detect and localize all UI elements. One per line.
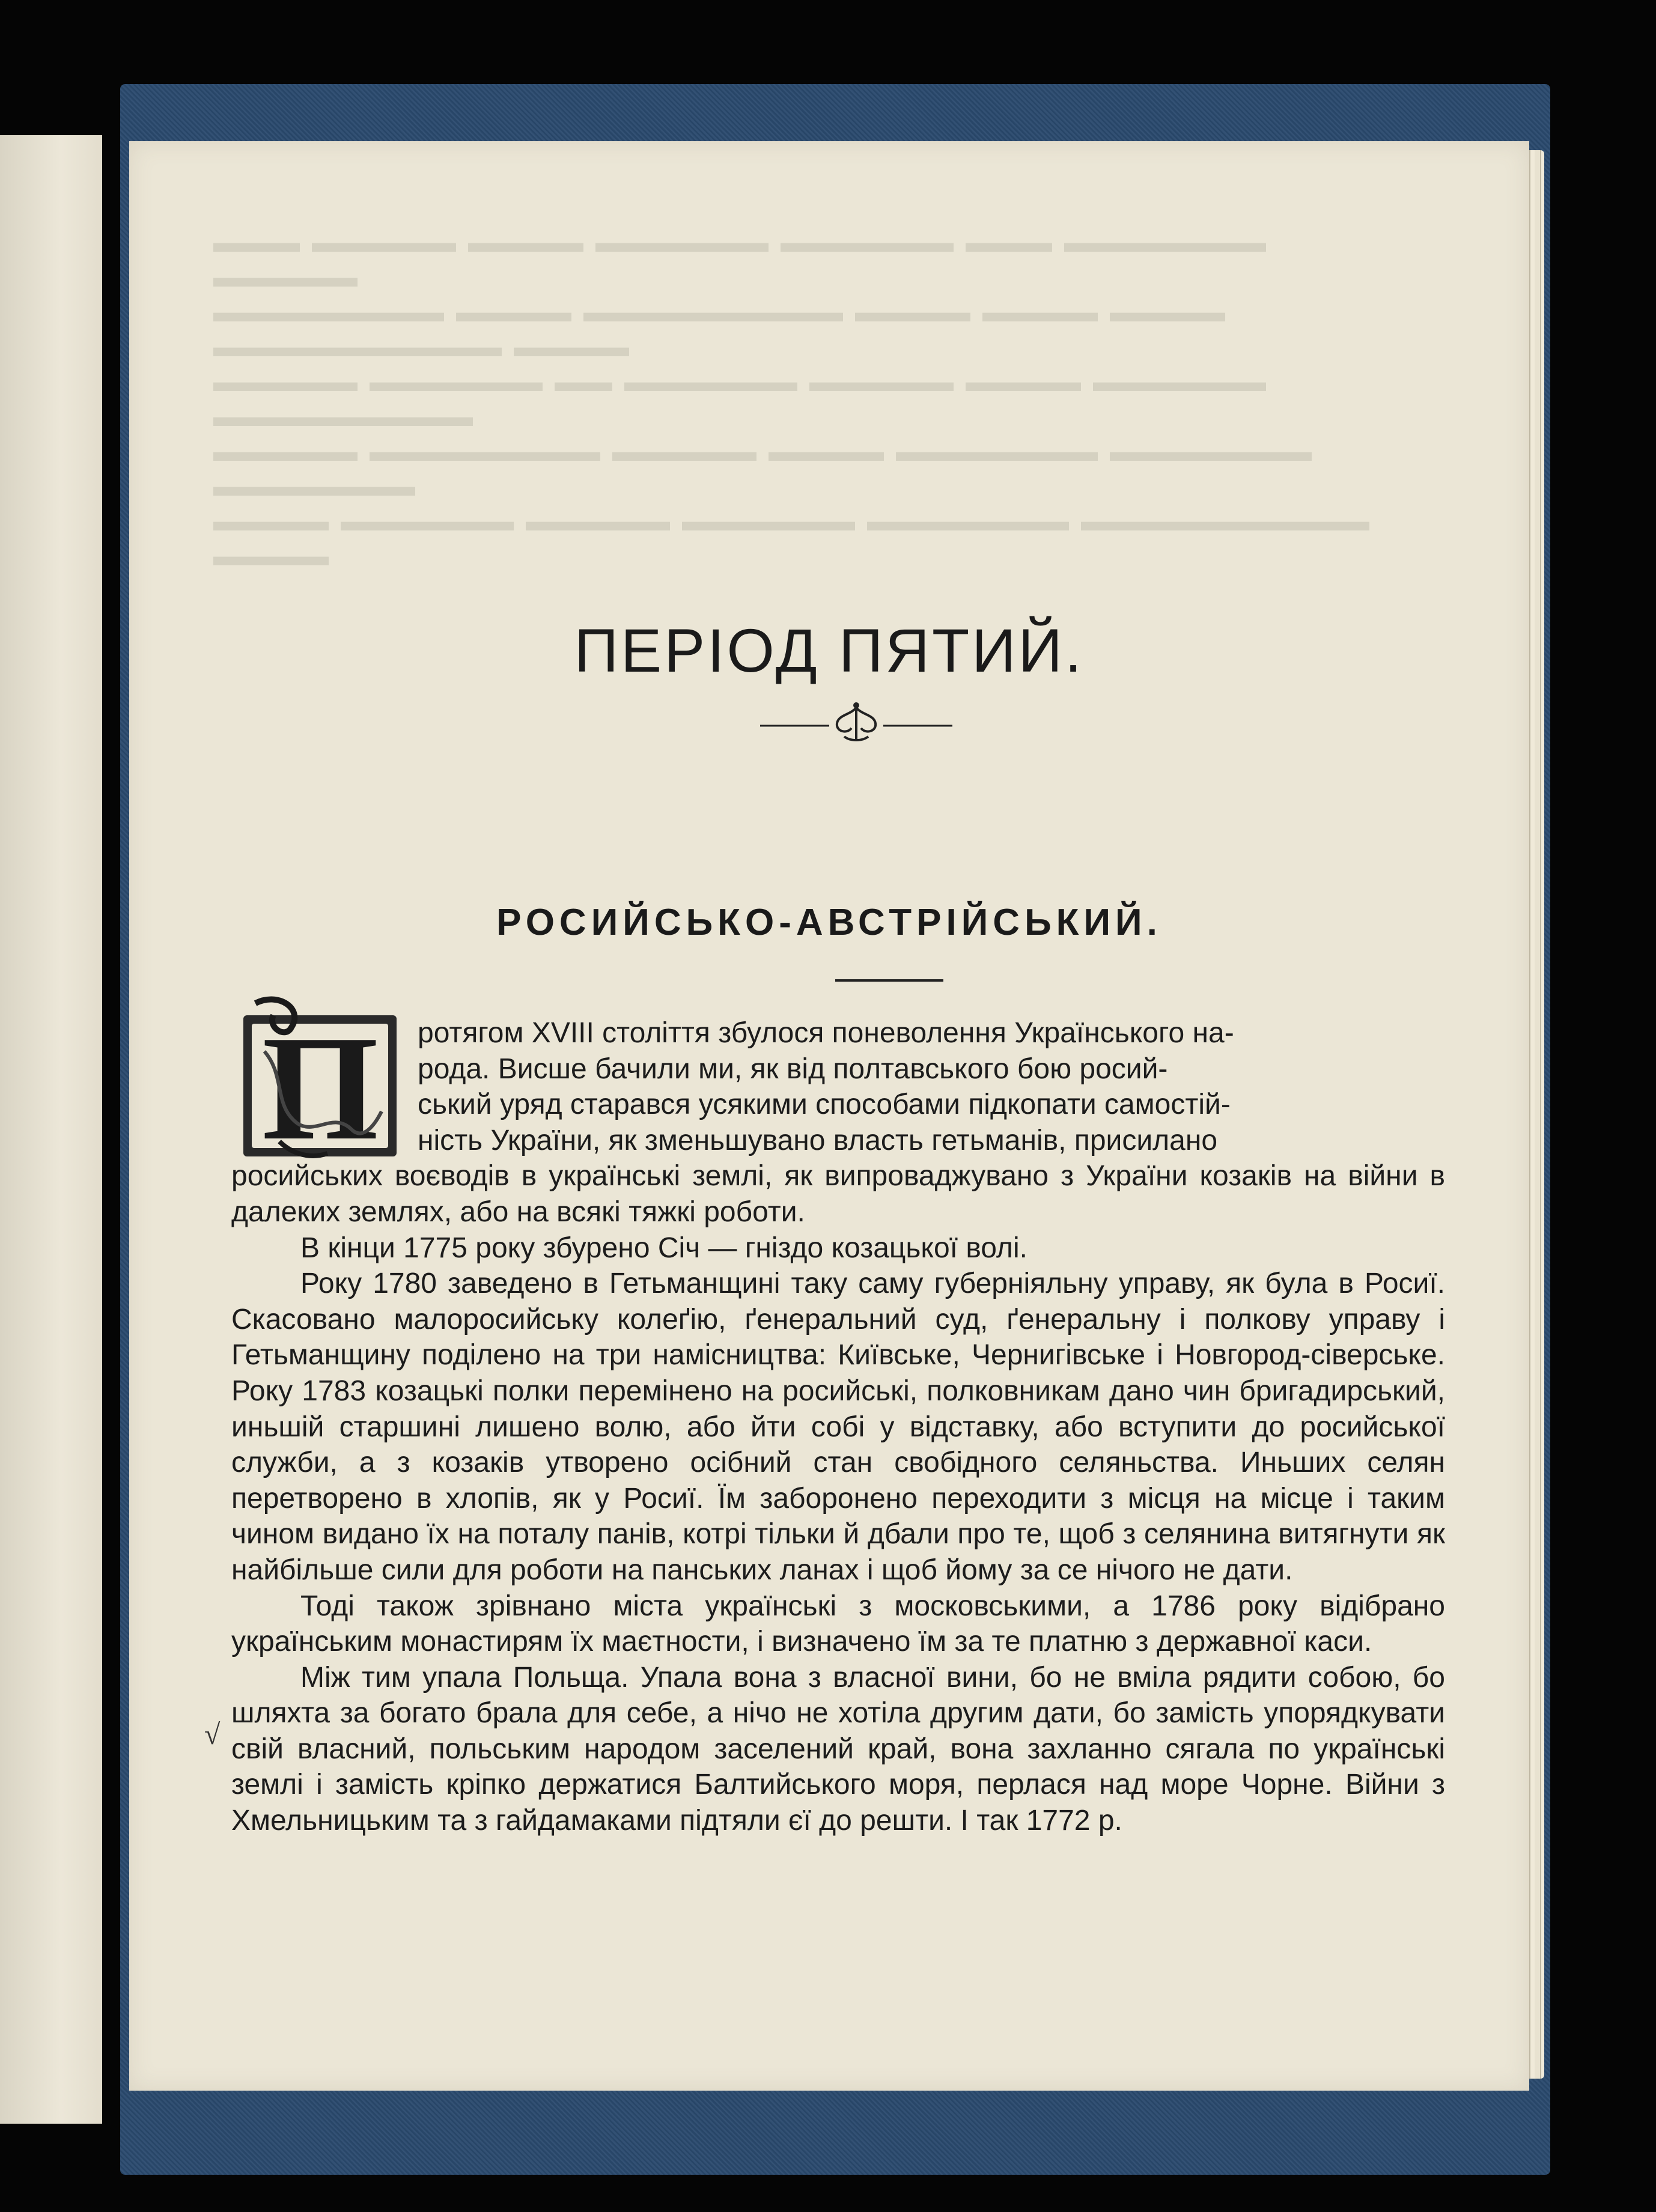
chapter-title: ПЕРІОД ПЯТИЙ. xyxy=(574,616,1085,685)
opening-line-4: ність України, як зменьшувано власть гетьманів, присилано xyxy=(418,1124,1218,1156)
book-page xyxy=(129,141,1529,2091)
svg-text:П: П xyxy=(261,1005,379,1165)
left-page-edge xyxy=(0,135,102,2124)
opening-line-2: рода. Висше бачили ми, як від полтавського бою росий- xyxy=(418,1053,1168,1085)
paragraph-5: Між тим упала Польща. Упала вона з власної вини, бо не вміла рядити собою, бо шляхта за богато брала для себе, а нічо не хотіла другим дати, бо замість упорядкувати свій власний, польським народом заселений край, вона захланно сягала по українські землі і замість кріпко держатися Балтийського моря, перлася над море Чорне. Війни з Хмельницьким та з гайдамаками підтяли єї до решти. І так 1772 р. xyxy=(231,1661,1445,1837)
section-rule xyxy=(835,979,943,982)
margin-mark: √ xyxy=(204,1719,221,1751)
paragraph-1-cont: росийських воєводів в українські землі, як випроваджувано з України козаків на війни в далеких землях, або на всякі тяжкі роботи. xyxy=(231,1160,1445,1228)
paragraph-2: В кінци 1775 року збурено Січ — гніздо козацької волі. xyxy=(300,1232,1027,1264)
opening-line-3: ський уряд старався усякими способами підкопати самостій- xyxy=(418,1089,1231,1121)
paragraph-4: Тоді також зрівнано міста українські з московськими, а 1786 року відібрано українським монастирям їх маєтности, і визначено їм за те платню з державної каси. xyxy=(231,1590,1445,1658)
chapter-subtitle: РОСИЙСЬКО-АВСТРІЙСЬКИЙ. xyxy=(496,902,1162,943)
opening-line-1: ротягом XVIII століття збулося поневолення Українського на- xyxy=(418,1017,1234,1049)
main-text xyxy=(231,1015,1445,1839)
bleed-through-texture: ▬▬▬ ▬▬▬▬▬ ▬▬▬▬ ▬▬▬▬▬▬ ▬▬▬▬▬▬ ▬▬▬ ▬▬▬▬▬▬▬ ▬▬▬▬▬ ▬▬▬▬▬▬▬▬ ▬▬▬▬ ▬▬▬▬▬▬▬▬▬ ▬▬▬▬ ▬▬▬▬ ▬▬▬▬ ▬▬▬▬▬▬▬▬▬▬ ▬▬▬▬ ▬▬▬▬▬ ▬▬▬▬▬▬ ▬▬ ▬▬▬▬▬▬ ▬▬▬▬▬ ▬▬▬▬ ▬▬▬▬▬▬ ▬▬▬▬▬▬▬▬▬ ▬▬▬▬▬ ▬▬▬▬▬▬▬▬ ▬▬▬▬▬ ▬▬▬▬ ▬▬▬▬▬▬▬ ▬▬▬▬▬▬▬ ▬▬▬▬▬▬▬ ▬▬▬▬ ▬▬▬▬▬▬ ▬▬▬▬▬ ▬▬▬▬▬▬ ▬▬▬▬▬▬▬ ▬▬▬▬▬▬▬▬▬▬ ▬▬▬▬ xyxy=(213,226,1369,572)
paragraph-3: Року 1780 заведено в Гетьманщині таку саму губерніяльну управу, як була в Росиї. Скасовано малоросийську колеґію, ґенеральний суд, ґенеральну і полкову управу і Гетьманщину поділено на три намісництва: Київське, Чернигівське і Новгород-сіверське. Року 1783 козацькі полки перемінено на росийські, полковникам дано чин бригадирський, иньшій старшині лишено волю, або йти собі у відставку, або вступити до росийської служби, а з козаків утворено осібний стан свобідного селяньства. Иньших селян перетворено в хлопів, як у Росиї. Їм заборонено переходити з місця на місце і таким чином видано їх на поталу панів, котрі тільки й дбали про те, щоб з селянина витягнути як найбільше сили для роботи на панських ланах і щоб йому за се нічого не дати. xyxy=(231,1268,1445,1586)
ornament-divider xyxy=(760,697,952,745)
